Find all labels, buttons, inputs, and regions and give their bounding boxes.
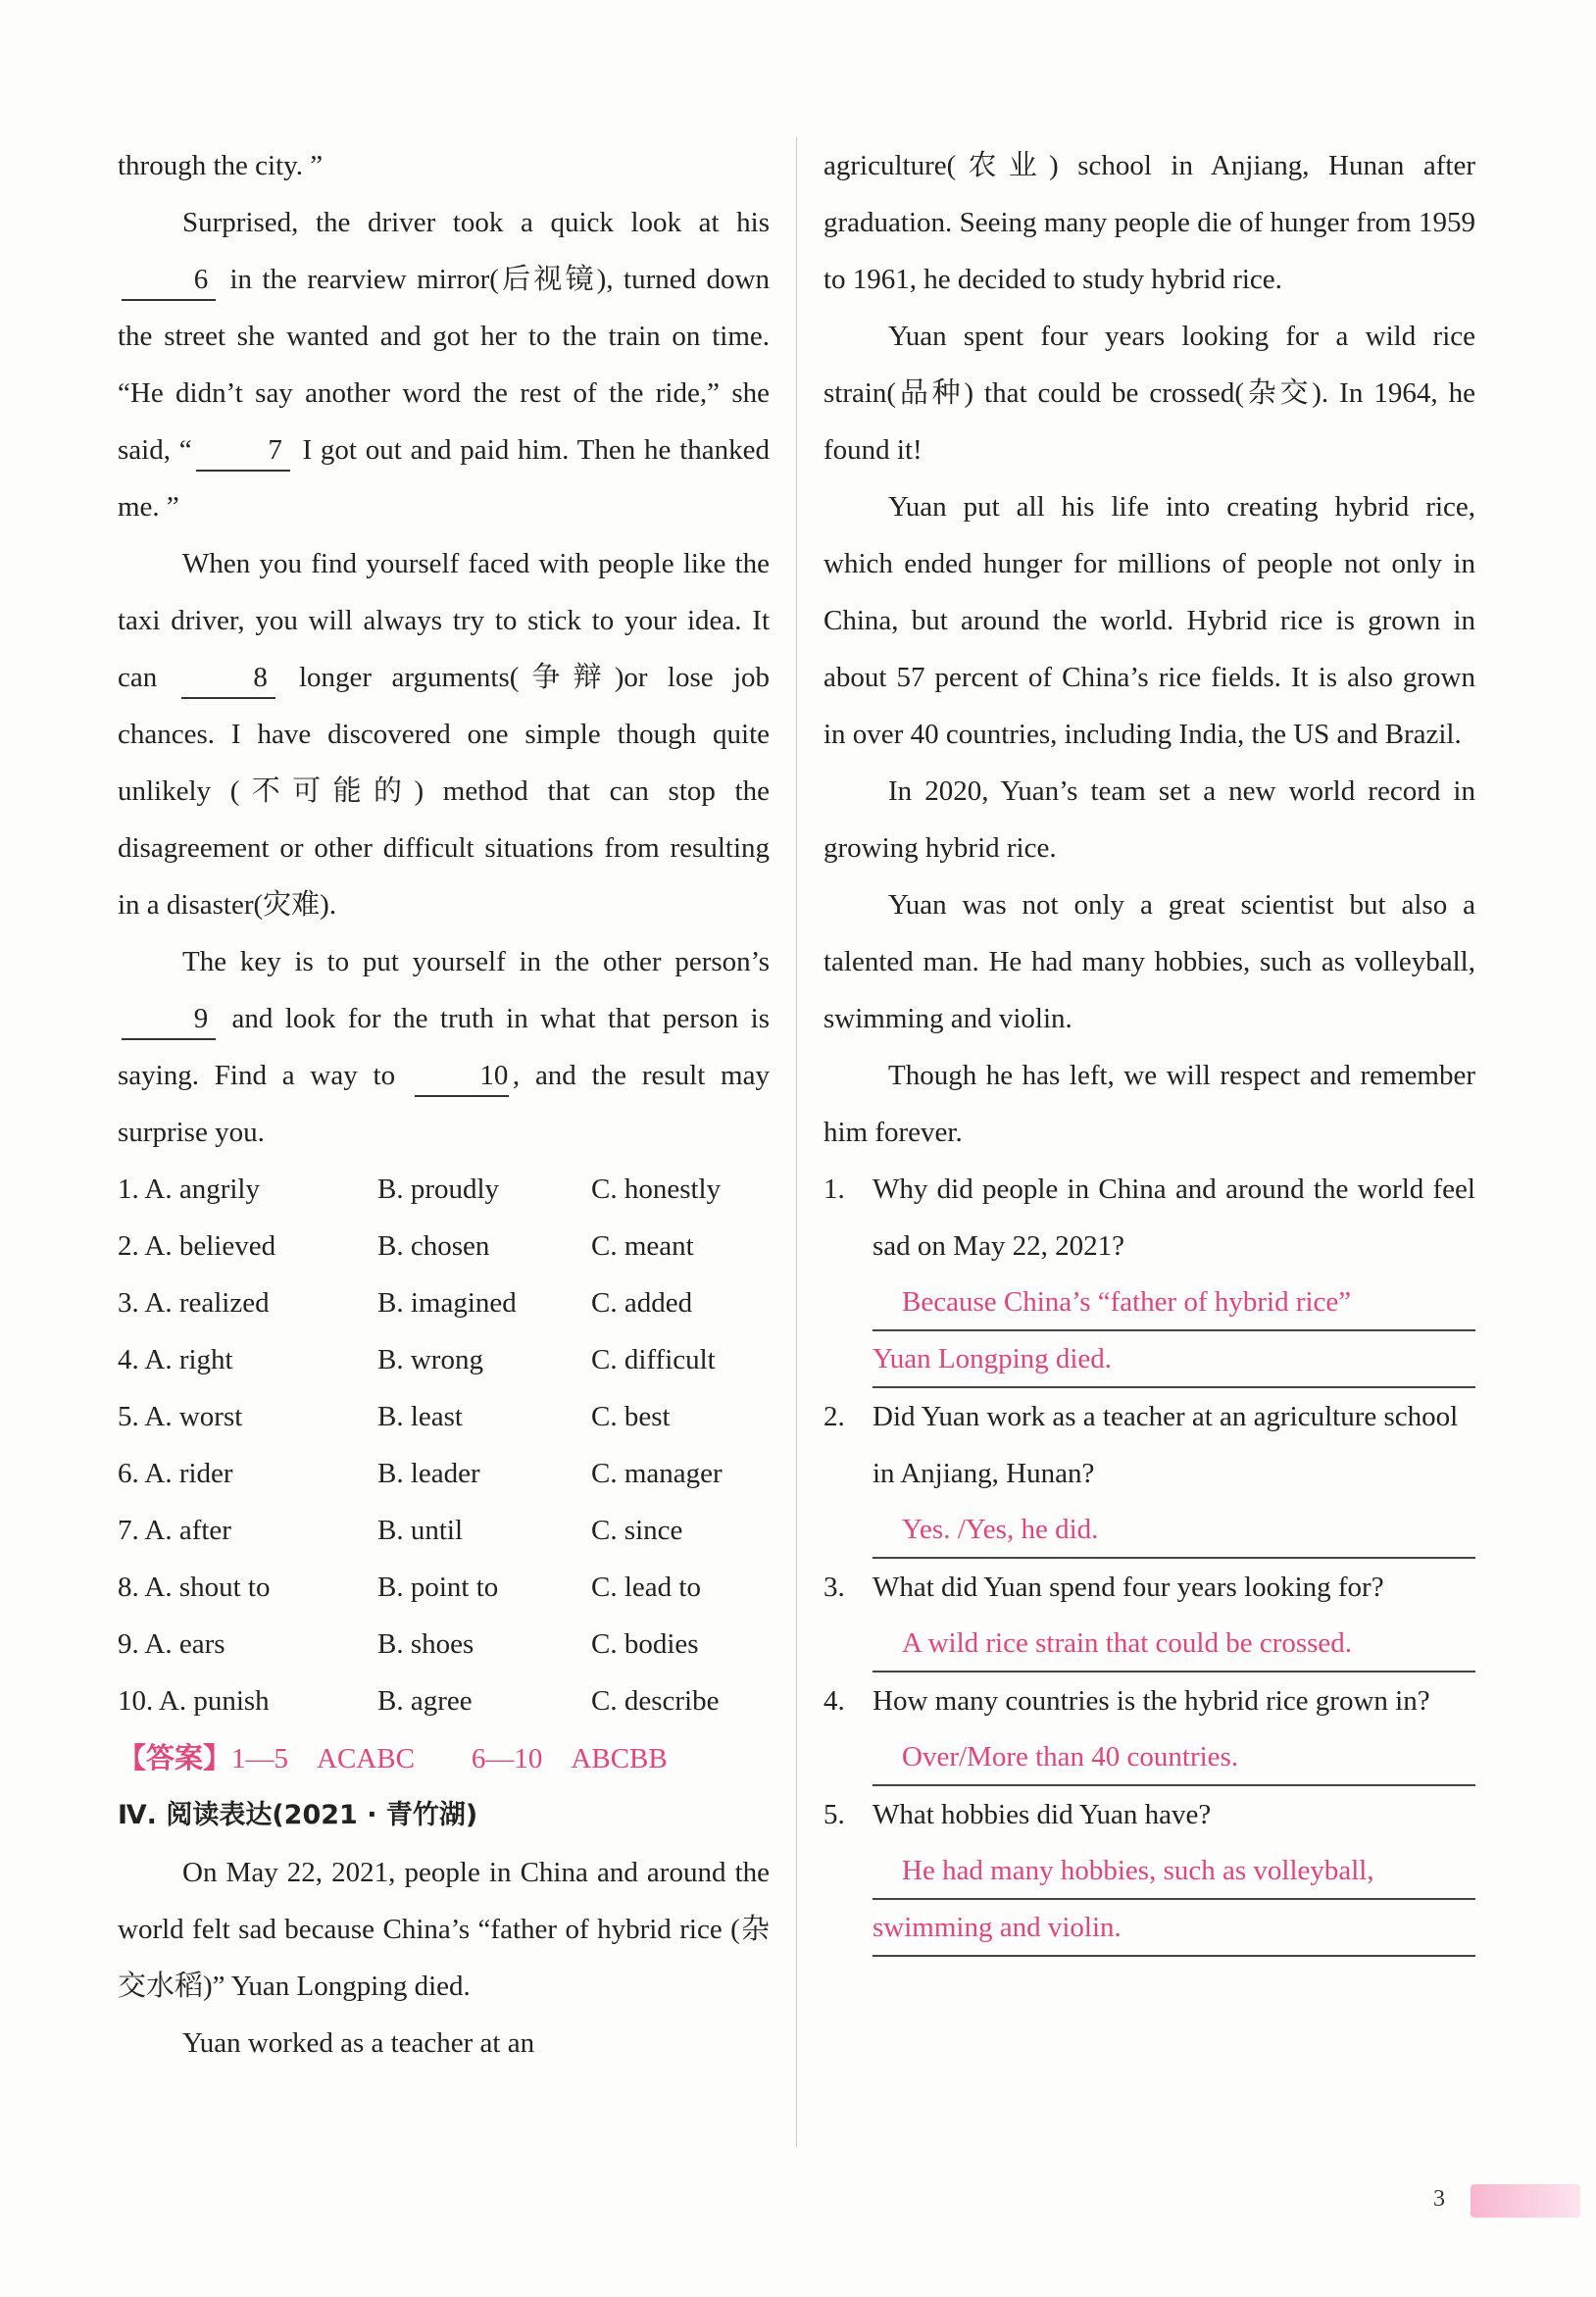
blank-8: 8 (181, 658, 275, 699)
option-b: B. leader (377, 1458, 480, 1489)
question-number: 3. (823, 1572, 845, 1603)
left-para-1 (118, 194, 770, 535)
right-para-2: Yuan put all his life into creating hybrid rice, which ended hunger for millions of people not only in China, but around the world. Hybrid rice is grown in about 57 percent of China’s rice fields. It is also grown in over 40 countries, including India, the US and Brazil. (823, 491, 1475, 750)
option-c: C. honestly (591, 1173, 722, 1205)
text: When you find yourself faced with people like the taxi driver, you will always try to stick to your idea. It can (118, 548, 770, 693)
option-a: 1. A. angrily (118, 1173, 260, 1205)
option-c: C. manager (591, 1458, 723, 1489)
question-text: Did Yuan work as a teacher at an agriculture school in Anjiang, Hunan? (873, 1401, 1459, 1489)
question-text: What did Yuan spend four years looking for? (873, 1572, 1384, 1603)
right-para-0: agriculture(农业) school in Anjiang, Hunan after graduation. Seeing many people die of hunger from 1959 to 1961, he decided to study hybrid rice. (823, 150, 1475, 295)
page-tab-decoration (1471, 2184, 1580, 2218)
question-number: 4. (823, 1685, 845, 1717)
option-b: B. shoes (377, 1628, 474, 1660)
option-a: 7. A. after (118, 1515, 231, 1546)
left-para-5: Yuan worked as a teacher at an (182, 2027, 535, 2059)
answer-line: He had many hobbies, such as volleyball, (873, 1843, 1475, 1900)
answer-line: Because China’s “father of hybrid rice” (873, 1274, 1475, 1331)
option-c: C. bodies (591, 1628, 699, 1660)
option-b: B. agree (377, 1685, 473, 1717)
blank-9: 9 (122, 999, 216, 1040)
option-row (118, 1559, 770, 1616)
question-number: 2. (823, 1401, 845, 1432)
right-para-5: Though he has left, we will respect and remember him forever. (823, 1060, 1475, 1148)
blank-10: 10 (415, 1056, 509, 1097)
option-row (118, 1218, 770, 1274)
blank-6: 6 (122, 260, 216, 301)
option-c: C. since (591, 1515, 683, 1546)
option-c: C. best (591, 1401, 671, 1432)
right-column (823, 137, 1475, 1957)
option-a: 8. A. shout to (118, 1572, 271, 1603)
right-para-1: Yuan spent four years looking for a wild rice strain(品种) that could be crossed(杂交). In 1964, he found it! (823, 321, 1475, 466)
blank-7: 7 (196, 430, 290, 472)
option-a: 9. A. ears (118, 1628, 225, 1660)
section-title: Ⅳ. 阅读表达(2021 · 青竹湖) (118, 1800, 478, 1830)
option-b: B. until (377, 1515, 464, 1546)
option-c: C. added (591, 1287, 693, 1319)
option-row (118, 1445, 770, 1502)
text: Surprised, the driver took a quick look at his (182, 207, 770, 238)
left-column (118, 137, 770, 2072)
option-row (118, 1331, 770, 1388)
option-row (118, 1616, 770, 1673)
question-text: What hobbies did Yuan have? (873, 1799, 1212, 1830)
option-a: 4. A. right (118, 1344, 233, 1375)
answer-line: Yuan Longping died. (873, 1331, 1475, 1388)
option-row (118, 1502, 770, 1559)
option-b: B. least (377, 1401, 463, 1432)
question-text: Why did people in China and around the world feel sad on May 22, 2021? (873, 1173, 1475, 1262)
text: I got out and paid him. Then he thanked me. ” (118, 434, 771, 523)
answer-line: swimming and violin. (873, 1900, 1475, 1957)
text: longer arguments(争辩)or lose job chances. I have discovered one simple though quite unlikely (不可能的) method that can stop the disagreement or other difficult situations from resulting in a disaster(灾难). (118, 662, 771, 921)
left-para-0: through the city. ” (118, 150, 324, 181)
option-row (118, 1673, 770, 1729)
option-b: B. wrong (377, 1344, 483, 1375)
option-b: B. imagined (377, 1287, 517, 1319)
left-para-4: On May 22, 2021, people in China and around the world felt sad because China’s “father of hybrid rice (杂交水稻)” Yuan Longping died. (118, 1857, 770, 2002)
question-4 (823, 1673, 1475, 1786)
option-a: 3. A. realized (118, 1287, 270, 1319)
right-para-4: Yuan was not only a great scientist but also a talented man. He had many hobbies, such as volleyball, swimming and violin. (823, 889, 1475, 1034)
option-c: C. lead to (591, 1572, 701, 1603)
answer-text: 1—5 ACABC 6—10 ABCBB (231, 1743, 668, 1774)
page-number: 3 (1433, 2186, 1445, 2212)
text: The key is to put yourself in the other person’s (182, 946, 770, 977)
option-row (118, 1388, 770, 1445)
question-5 (823, 1786, 1475, 1957)
answer-label: 【答案】 (118, 1741, 232, 1774)
column-divider (796, 137, 797, 2147)
question-text: How many countries is the hybrid rice grown in? (873, 1685, 1430, 1717)
question-2 (823, 1388, 1475, 1559)
option-c: C. difficult (591, 1344, 716, 1375)
question-1 (823, 1161, 1475, 1388)
text: and look for the truth in what that person is saying. Find a way to (118, 1003, 771, 1091)
option-a: 5. A. worst (118, 1401, 243, 1432)
right-para-3: In 2020, Yuan’s team set a new world record in growing hybrid rice. (823, 775, 1475, 864)
options-list (118, 1161, 770, 1729)
option-b: B. proudly (377, 1173, 500, 1205)
option-b: B. point to (377, 1572, 499, 1603)
option-row (118, 1274, 770, 1331)
answer-key (118, 1729, 770, 1787)
left-para-3 (118, 933, 770, 1161)
answer-line: A wild rice strain that could be crossed. (873, 1616, 1475, 1673)
question-number: 1. (823, 1173, 845, 1205)
text: , and the result may surprise you. (118, 1060, 770, 1148)
answer-line: Yes. /Yes, he did. (873, 1502, 1475, 1559)
question-number: 5. (823, 1799, 845, 1830)
option-row (118, 1161, 770, 1218)
question-3 (823, 1559, 1475, 1673)
left-para-2 (118, 535, 770, 933)
option-a: 2. A. believed (118, 1230, 276, 1262)
text: in the rearview mirror(后视镜), turned down the street she wanted and got her to the train on time. “He didn’t say another word the rest of the ride,” she said, “ (118, 264, 770, 466)
option-a: 6. A. rider (118, 1458, 233, 1489)
option-c: C. describe (591, 1685, 720, 1717)
option-a: 10. A. punish (118, 1685, 270, 1717)
option-b: B. chosen (377, 1230, 490, 1262)
answer-line: Over/More than 40 countries. (873, 1729, 1475, 1786)
option-c: C. meant (591, 1230, 694, 1262)
